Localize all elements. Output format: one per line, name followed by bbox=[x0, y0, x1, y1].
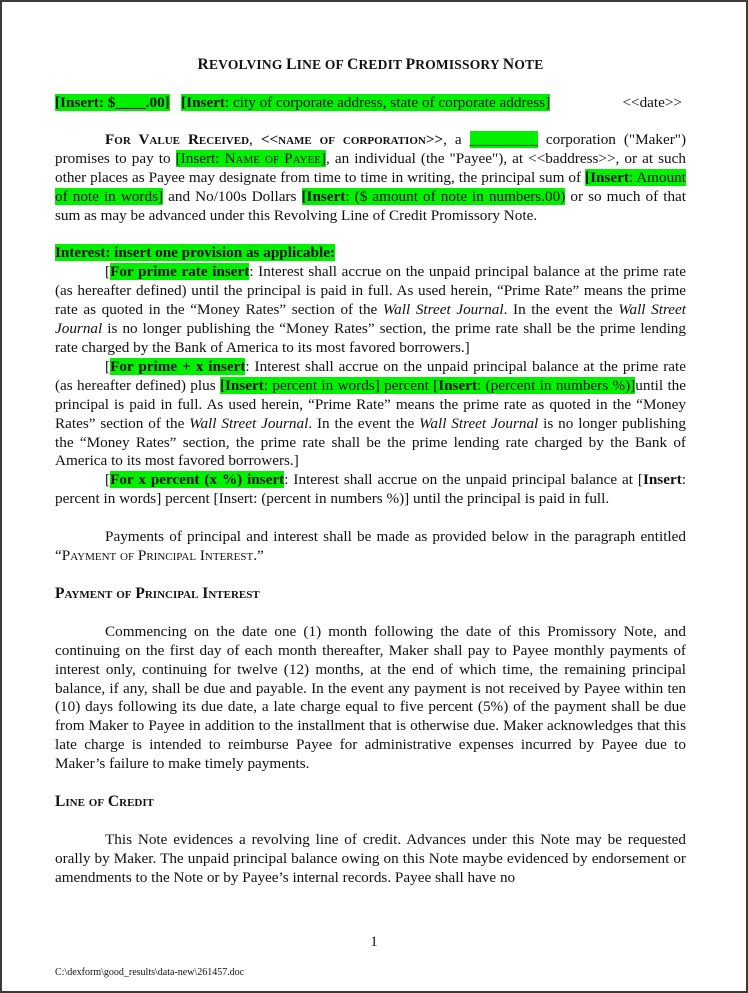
insert-amount-words-field: [Insert: Amount of note in words] bbox=[55, 168, 686, 205]
line-of-credit-paragraph: This Note evidences a revolving line of credit. Advances under this Note may be requested orally by Maker. The unpaid principal balance owing on this Note maybe evidenced by endorsement or amendments to the Note or by Payee’s internal records. Payee shall have no bbox=[55, 831, 686, 886]
corporation-type-blank: _________ bbox=[469, 130, 538, 148]
interest-heading: Interest: insert one provision as applicable: bbox=[55, 244, 335, 262]
payment-principal-heading: Payment of Principal Interest bbox=[55, 584, 260, 602]
payment-terms-paragraph: Commencing on the date one (1) month following the date of this Promissory Note, and continuing on the first day of each month thereafter, Maker shall pay to Payee monthly payments of interest only, continuing for twelve (12) months, at the end of which time, the remaining principal balance, if any, shall be due and payable. In the event any payment is not received by Payee within ten (10) days following its due date, a late charge equal to five percent (5%) of the payment shall be due from Maker to Payee in addition to the installment that is otherwise due. Maker acknowledges that this late charge is intended to reimburse Payee for administrative expenses incurred by Payee due to Maker’s failure to make timely payments. bbox=[55, 622, 686, 773]
page-number: 1 bbox=[370, 934, 378, 950]
x-percent-provision: [For x percent (x %) insert: Interest shall accrue on the unpaid principal balance at [Insert: percent in words] percent [Insert: (percent in numbers %)] until the principal is paid in full. bbox=[55, 471, 686, 508]
value-received-paragraph: For Value Received, <<name of corporation>>, a _________ corporation ("Maker") promises to pay to [Insert: Name of Payee], an individual (the "Payee"), at <<baddress>>, or at such other places as Payee may designate from time to time in writing, the principal sum of [Insert: Amount of note in words] and No/100s Dollars [Insert: ($ amount of note in numbers.00) or so much of that sum as may be advanced under this Revolving Line of Credit Promissory Note. bbox=[55, 130, 687, 224]
prime-plus-x-provision: [For prime + x insert: Interest shall accrue on the unpaid principal balance at the prime rate (as hereafter defined) plus [Insert: percent in words] percent [Insert: (percent in numbers %)]until the principal is paid in full. As used herein, “Prime Rate” means the prime rate as quoted in the “Money Rates” section of the Wall Street Journal. In the event the Wall Street Journal is no longer publishing the “Money Rates” section, the prime rate shall be the prime lending rate charged by the Bank of America to its most favored borrowers.] bbox=[55, 357, 686, 470]
insert-city-field: [Insert: city of corporate address, state of corporate address] bbox=[181, 93, 551, 111]
file-path-footer: C:\dexform\good_results\data-new\261457.doc bbox=[55, 967, 245, 978]
document-body bbox=[55, 56, 686, 888]
insert-amount-numbers-field: [Insert: ($ amount of note in numbers.00) bbox=[301, 187, 566, 205]
line-of-credit-heading: Line of Credit bbox=[55, 793, 154, 811]
prime-rate-provision: [For prime rate insert: Interest shall accrue on the unpaid principal balance at the prime rate (as hereafter defined) until the principal is paid in full. As used herein, “Prime Rate” means the prime rate as quoted in the “Money Rates” section of the Wall Street Journal. In the event the Wall Street Journal is no longer publishing the “Money Rates” section, the prime rate shall be the prime lending rate charged by the Bank of America to its most favored borrowers.] bbox=[55, 263, 687, 356]
insert-amount-field: [Insert: $____.00] bbox=[55, 93, 170, 111]
insert-payee-field: [Insert: Name of Payee] bbox=[175, 149, 326, 167]
payments-paragraph: Payments of principal and interest shall be made as provided below in the paragraph entitled “Payment of Principal Interest.” bbox=[55, 528, 686, 565]
date-placeholder: <<date>> bbox=[622, 93, 682, 111]
header-insert-row bbox=[55, 94, 686, 116]
page-title: REVOLVING LINE OF CREDIT PROMISSORY NOTE bbox=[197, 56, 544, 73]
